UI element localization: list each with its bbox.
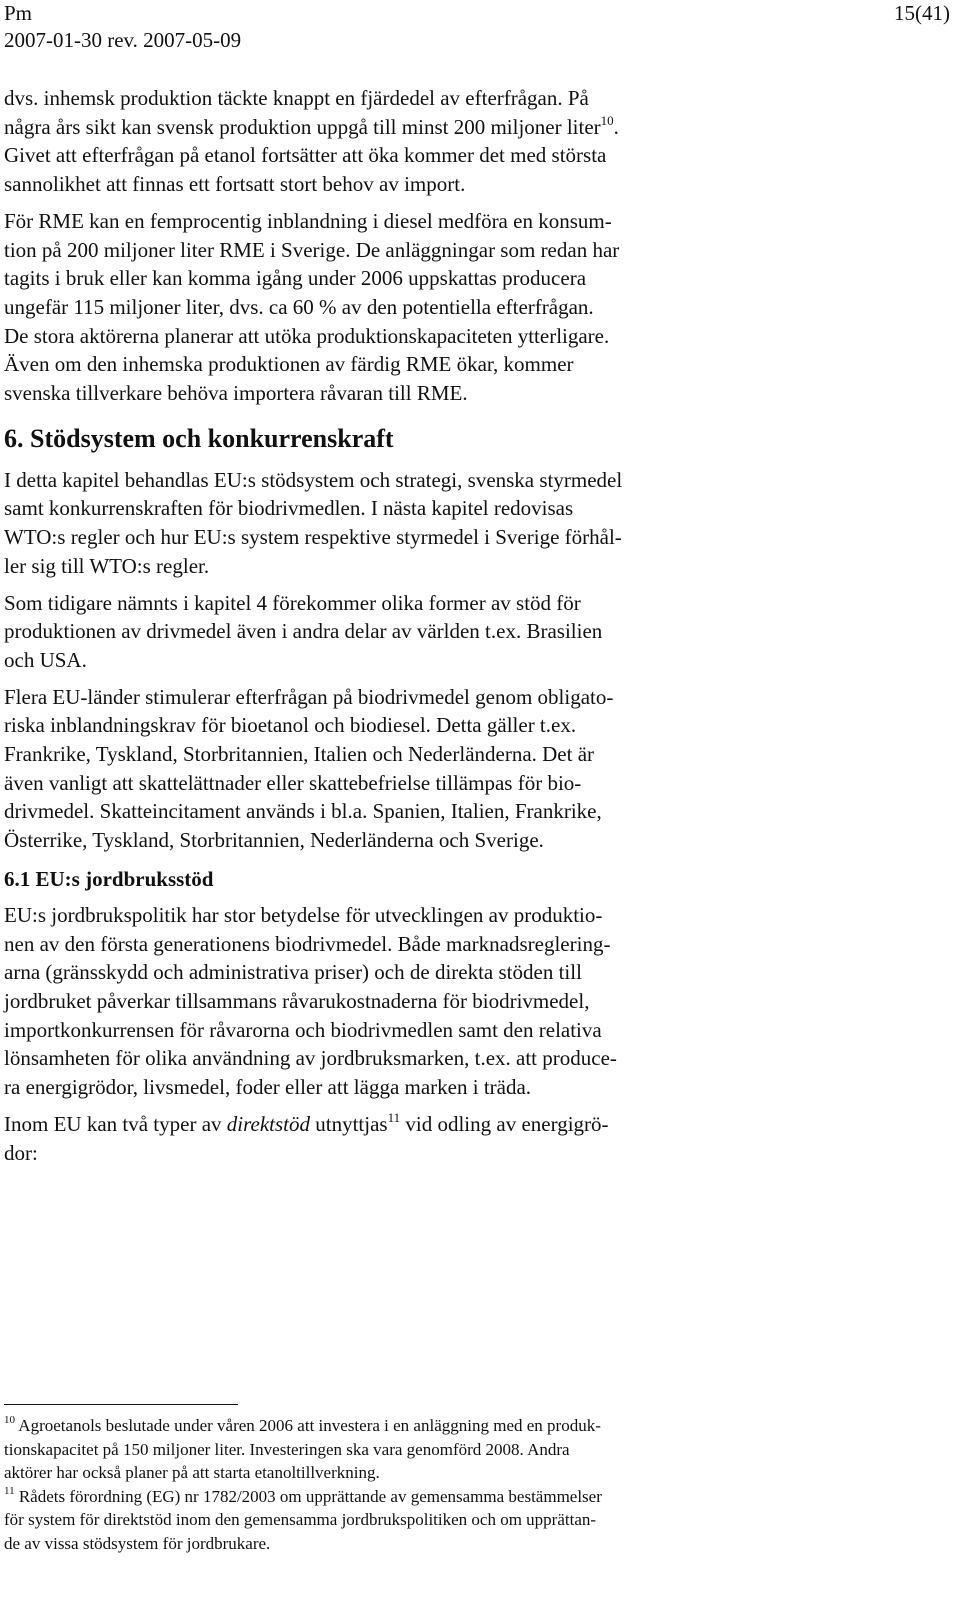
paragraph-ethanol-import (4, 84, 934, 199)
paragraph-eu-countries (4, 683, 934, 855)
text-line: och USA. (4, 647, 87, 672)
text-line: I detta kapitel behandlas EU:s stödsystem och strategi, svenska styrmedel (4, 467, 623, 492)
section-heading-6: 6. Stödsystem och konkurrenskraft (4, 423, 394, 453)
text-line-part: . (613, 114, 619, 139)
text-line: arna (gränsskydd och administrativa priser) och de direkta stöden till (4, 960, 582, 985)
text-line: produktionen av drivmedel även i andra delar av världen t.ex. Brasilien (4, 619, 603, 644)
text-line: riska inblandningskrav för bioetanol och biodiesel. Detta gäller t.ex. (4, 713, 577, 738)
text-line: drivmedel. Skatteincitament används i bl.a. Spanien, Italien, Frankrike, (4, 799, 602, 824)
text-line: lönsamheten för olika användning av jordbruksmarken, t.ex. att produce- (4, 1046, 617, 1071)
text-line: De stora aktörerna planerar att utöka produktionskapaciteten ytterligare. (4, 323, 610, 348)
text-line: ra energigrödor, livsmedel, foder eller att lägga marken i träda. (4, 1075, 532, 1100)
footnote-ref-10[interactable]: 10 (600, 112, 614, 128)
footnote-number: 11 (4, 1484, 15, 1497)
emphasis-direktstod: direktstöd (226, 1111, 310, 1136)
footnote-line: de av vissa stödsystem för jordbrukare. (4, 1533, 271, 1553)
text-line-part: vid odling av energigrö- (400, 1111, 609, 1136)
text-line: dor: (4, 1140, 38, 1165)
header-title: Pm (4, 1, 33, 25)
section-heading-6-1: 6.1 EU:s jordbruksstöd (4, 866, 214, 891)
document-body (4, 84, 934, 1175)
text-line: jordbruket påverkar tillsammans råvarukostnaderna för biodrivmedel, (4, 988, 590, 1013)
text-line: importkonkurrensen för råvarorna och biodrivmedlen samt den relativa (4, 1017, 602, 1042)
page-number: 15(41) (894, 1, 950, 25)
text-line: Även om den inhemska produktionen av färdig RME ökar, kommer (4, 352, 574, 377)
text-line: ungefär 115 miljoner liter, dvs. ca 60 % av den potentiella efterfrågan. (4, 294, 594, 319)
footnote-number: 10 (4, 1414, 15, 1426)
text-line: Flera EU-länder stimulerar efterfrågan på biodrivmedel genom obligato- (4, 684, 614, 709)
text-line: För RME kan en femprocentig inblandning i diesel medföra en konsum- (4, 208, 612, 233)
text-line: EU:s jordbrukspolitik har stor betydelse för utvecklingen av produktio- (4, 902, 603, 927)
paragraph-chapter-intro (4, 466, 934, 581)
text-line: tion på 200 miljoner liter RME i Sverige. De anläggningar som redan har (4, 237, 620, 262)
footnote-text: Agroetanols beslutade under våren 2006 att investera i en anläggning med en produk- (15, 1416, 601, 1435)
footnotes (4, 1414, 934, 1555)
text-line (4, 113, 934, 142)
text-line-part: utnyttjas (310, 1111, 388, 1136)
text-line: Österrike, Tyskland, Storbritannien, Nederländerna och Sverige. (4, 828, 544, 853)
text-line: dvs. inhemsk produktion täckte knappt en fjärdedel av efterfrågan. På (4, 86, 589, 110)
footnote-line (4, 1485, 934, 1509)
text-line: WTO:s regler och hur EU:s system respektive styrmedel i Sverige förhål- (4, 525, 622, 550)
text-line: svenska tillverkare behöva importera råvaran till RME. (4, 381, 468, 406)
footnote-ref-11[interactable]: 11 (387, 1109, 401, 1125)
footnote-line: tionskapacitet på 150 miljoner liter. Investeringen ska vara genomförd 2008. Andra (4, 1439, 570, 1459)
footnote-separator (4, 1404, 238, 1405)
header-date: 2007-01-30 rev. 2007-05-09 (4, 28, 242, 52)
text-line: Som tidigare nämnts i kapitel 4 förekommer olika former av stöd för (4, 590, 581, 615)
text-line: sannolikhet att finnas ett fortsatt stort behov av import. (4, 172, 466, 197)
page-header (4, 0, 241, 54)
footnote-line: aktörer har också planer på att starta etanoltillverkning. (4, 1463, 380, 1482)
text-line: även vanligt att skattelättnader eller skattebefrielse tillämpas för bio- (4, 770, 582, 795)
footnote-10 (4, 1414, 934, 1485)
footnote-line (4, 1414, 934, 1438)
paragraph-support-worldwide (4, 589, 934, 675)
footnote-line: för system för direktstöd inom den gemensamma jordbrukspolitiken och om upprättan- (4, 1510, 597, 1529)
text-line-part: några års sikt kan svensk produktion uppgå till minst 200 miljoner liter (4, 114, 601, 139)
text-line: samt konkurrenskraften för biodrivmedlen. I nästa kapitel redovisas (4, 496, 574, 521)
text-line-part: Inom EU kan två typer av (4, 1111, 227, 1136)
text-line: nen av den första generationens biodrivmedel. Både marknadsreglering- (4, 931, 611, 956)
text-line: Frankrike, Tyskland, Storbritannien, Italien och Nederländerna. Det är (4, 742, 595, 767)
text-line: Givet att efterfrågan på etanol fortsätter att öka kommer det med största (4, 143, 607, 168)
text-line (4, 1110, 934, 1139)
paragraph-eu-agricultural-policy (4, 901, 934, 1102)
footnote-11 (4, 1485, 934, 1556)
text-line: ler sig till WTO:s regler. (4, 553, 210, 578)
paragraph-direct-support (4, 1110, 934, 1167)
paragraph-rme (4, 207, 934, 408)
text-line: tagits i bruk eller kan komma igång under 2006 uppskattas producera (4, 266, 587, 291)
footnote-text: Rådets förordning (EG) nr 1782/2003 om upprättande av gemensamma bestämmelser (14, 1486, 602, 1506)
